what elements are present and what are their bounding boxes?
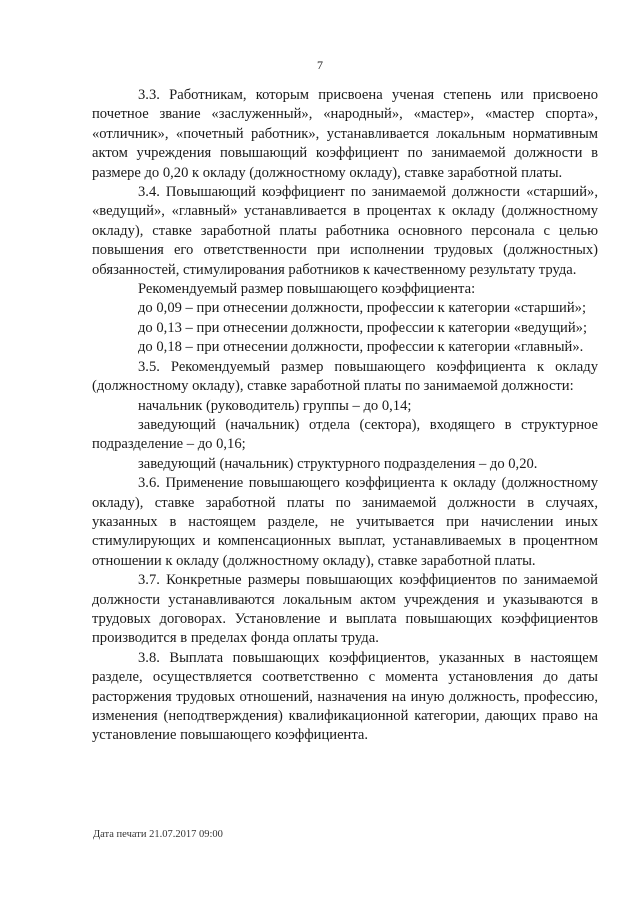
paragraph-3-6: 3.6. Применение повышающего коэффициента к окладу (должностному окладу), ставке заработной платы по занимаемой должности в случаях, указанных в настоящем разделе, не учитывается при начислении иных стимулирующих и компенсационных выплат, устанавливаемых в процентном отношении к окладу (должностному окладу), ставке заработной платы. bbox=[92, 475, 598, 569]
paragraph-3-3: 3.3. Работникам, которым присвоена ученая степень или присвоено почетное звание «заслуженный», «народный», «мастер», «мастер спорта», «отличник», «почетный работник», устанавливается локальным нормативным актом учреждения повышающий коэффициент по занимаемой должности в размере до 0,20 к окладу (должностному окладу), ставке заработной платы. bbox=[92, 87, 598, 181]
paragraph-3-7: 3.7. Конкретные размеры повышающих коэффициентов по занимаемой должности устанавливаются локальным актом учреждения и указываются в трудовых договорах. Установление и выплата повышающих коэффициентов производится в пределах фонда оплаты труда. bbox=[92, 572, 598, 647]
paragraph-3-5: 3.5. Рекомендуемый размер повышающего коэффициента к окладу (должностному окладу), ставке заработной платы по занимаемой должности: bbox=[92, 358, 598, 395]
position-item-unit-head: заведующий (начальник) структурного подразделения – до 0,20. bbox=[138, 455, 538, 472]
coefficient-item-senior: до 0,09 – при отнесении должности, профессии к категории «старший»; bbox=[138, 300, 587, 317]
paragraph-3-8: 3.8. Выплата повышающих коэффициентов, указанных в настоящем разделе, осуществляется соответственно с момента установления до даты расторжения трудовых отношений, назначения на иную должность, профессию, изменения (неподтверждения) квалификационной категории, дающих право на установление повышающего коэффициента. bbox=[92, 649, 598, 744]
page-number: 7 bbox=[317, 58, 323, 72]
paragraph-3-4: 3.4. Повышающий коэффициент по занимаемой должности «старший», «ведущий», «главный» устанавливается в процентах к окладу (должностному окладу), ставке заработной платы работника основного персонала с целью повышения его ответственности при исполнении трудовых (должностных) обязанностей, стимулирования работников к качественному результату труда. bbox=[92, 184, 598, 278]
document-body bbox=[92, 86, 598, 746]
print-date: Дата печати 21.07.2017 09:00 bbox=[93, 829, 223, 840]
coefficient-item-leading: до 0,13 – при отнесении должности, профессии к категории «ведущий»; bbox=[138, 319, 588, 336]
position-item-department-head: заведующий (начальник) отдела (сектора), входящего в структурное подразделение – до 0,16; bbox=[92, 416, 598, 453]
coefficient-item-chief: до 0,18 – при отнесении должности, профессии к категории «главный». bbox=[138, 339, 584, 356]
recommended-coefficient-intro: Рекомендуемый размер повышающего коэффициента: bbox=[138, 281, 476, 298]
position-item-group-head: начальник (руководитель) группы – до 0,14; bbox=[138, 397, 412, 414]
